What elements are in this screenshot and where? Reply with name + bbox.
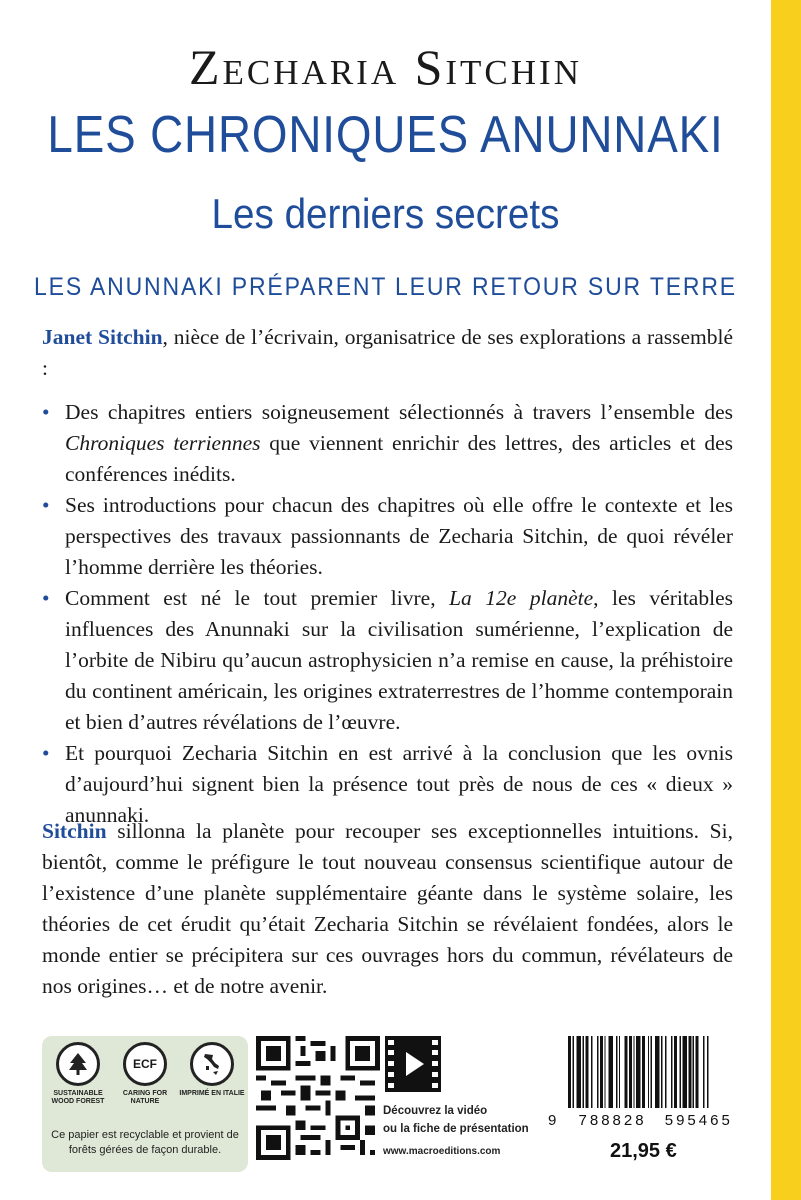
author-name: Zecharia Sitchin [189, 39, 582, 95]
isbn-digits [548, 1112, 762, 1129]
eco-badges [42, 1042, 248, 1132]
outro-name: Sitchin [42, 819, 107, 843]
eco-badge-label: IMPRIMÉ EN ITALIE [179, 1090, 245, 1097]
price: 21,95 € [610, 1140, 677, 1162]
tagline: LES ANUNNAKI PRÉPARENT LEUR RETOUR SUR TERRE [34, 273, 737, 301]
eco-badge-label: SUSTAINABLE WOOD FOREST [51, 1090, 105, 1105]
ecf-icon: ECF [123, 1042, 167, 1086]
outro-paragraph [42, 816, 733, 1002]
isbn-digit-group: 595465 [664, 1112, 733, 1129]
book-reference: La 12e planète [449, 586, 594, 610]
bullet-item [42, 583, 733, 738]
tree-icon [56, 1042, 100, 1086]
intro-text: , nièce de l’écrivain, organisatrice de ses explorations a rassemblé : [42, 325, 734, 380]
book-subtitle: Les derniers secrets [211, 190, 560, 237]
bullet-dot-icon: • [42, 400, 50, 424]
intro-paragraph [42, 322, 733, 384]
bullet-dot-icon: • [42, 493, 50, 517]
bullet-text: , les véritables influences des Anunnaki sur la civilisation sumérienne, l’explication de l’orbite de Nibiru qu’aucun astrophysicien n’a remise en cause, la préhistoire du continent américain, les origines extraterrestres de l’homme contemporain et bien d’autres révélations de l’œuvre. [65, 586, 733, 734]
bullet-dot-icon: • [42, 586, 50, 610]
book-title: LES CHRONIQUES ANUNNAKI [47, 106, 724, 164]
bullet-text: Ses introductions pour chacun des chapitres où elle offre le contexte et les perspectives des travaux passionnants de Zecharia Sitchin, de quoi révéler l’homme derrière les théories. [65, 493, 733, 579]
outro-text: sillonna la planète pour recouper ses exceptionnelles intuitions. Si, bientôt, comme le préfigure le tout nouveau consensus scientifique autour de l’existence d’une planète supplémentaire géante dans le système solaire, les théories de cet érudit qu’était Zecharia Sitchin se révélaient fondées, alors le monde entier se précipitera sur ces ouvrages hors du commun, révélateurs de nos origines… et de notre avenir. [42, 819, 733, 998]
spine-stripe [771, 0, 801, 1200]
bullet-text: Des chapitres entiers soigneusement sélectionnés à travers l’ensemble des [65, 400, 733, 424]
eco-label-box [42, 1036, 248, 1172]
bullet-item [42, 490, 733, 583]
video-caption [383, 1102, 529, 1138]
bullet-text: Comment est né le tout premier livre, [65, 586, 450, 610]
isbn-digit-group: 788828 [578, 1112, 647, 1129]
isbn-digit-group: 9 [548, 1112, 557, 1129]
eco-badge [178, 1042, 246, 1098]
book-reference: Chroniques terriennes [65, 431, 261, 455]
eco-badge [44, 1042, 112, 1106]
website-url[interactable]: www.macroeditions.com [383, 1146, 501, 1157]
video-caption-line: ou la fiche de présentation [383, 1123, 529, 1135]
bullet-list [42, 397, 733, 831]
eco-badge [111, 1042, 179, 1106]
video-play-icon[interactable] [385, 1036, 441, 1092]
barcode-icon [562, 1036, 760, 1154]
bullet-item [42, 397, 733, 490]
bullet-text: que viennent enrichir des lettres, des articles et des conférences inédits. [65, 431, 734, 486]
qr-code-icon[interactable] [256, 1036, 380, 1160]
bullet-text: Et pourquoi Zecharia Sitchin en est arrivé à la conclusion que les ovnis d’aujourd’hui signent bien la présence tout près de nous de ces « dieux » anunnaki. [65, 741, 733, 827]
video-caption-line: Découvrez la vidéo [383, 1105, 488, 1117]
eco-badge-label: CARING FOR NATURE [122, 1090, 168, 1105]
eco-text: Ce papier est recyclable et provient de forêts gérées de façon durable. [51, 1129, 239, 1156]
bullet-dot-icon: • [42, 741, 50, 765]
intro-name: Janet Sitchin [42, 325, 163, 349]
italy-map-icon [190, 1042, 234, 1086]
